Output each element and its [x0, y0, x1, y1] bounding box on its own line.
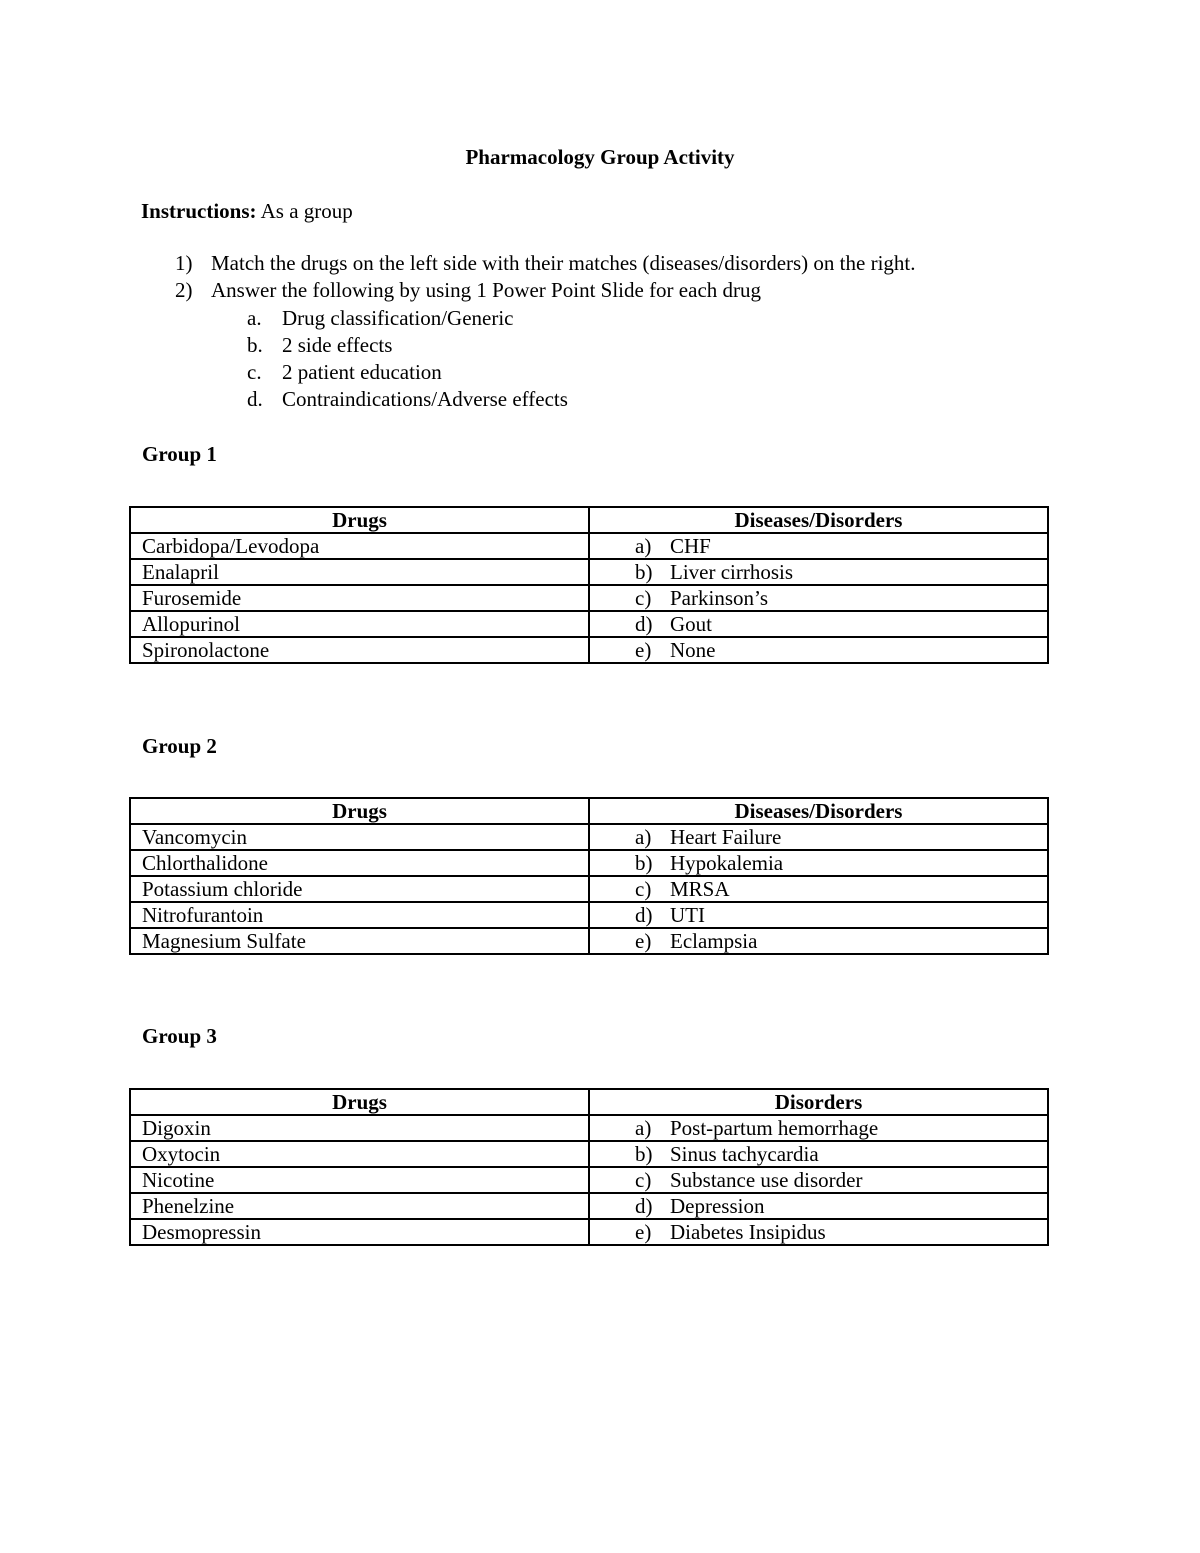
- match-letter: b): [635, 851, 653, 875]
- match-cell: [589, 533, 1048, 559]
- instruction-substep-a: [247, 305, 514, 332]
- table-row: [130, 585, 1048, 611]
- drug-cell: Phenelzine: [130, 1193, 589, 1219]
- column-header-disorders: Disorders: [589, 1089, 1048, 1115]
- match-letter: e): [635, 638, 652, 662]
- group-2-heading: Group 2: [142, 734, 217, 758]
- match-letter: b): [635, 1142, 653, 1166]
- instruction-substep-d: [247, 386, 568, 413]
- table-row: [130, 637, 1048, 663]
- match-text: None: [670, 638, 716, 662]
- match-cell: [589, 824, 1048, 850]
- match-letter: d): [635, 903, 653, 927]
- match-cell: [589, 559, 1048, 585]
- instruction-step-1: [175, 250, 916, 277]
- match-text: MRSA: [670, 877, 730, 901]
- drug-cell: Magnesium Sulfate: [130, 928, 589, 954]
- match-cell: [589, 1141, 1048, 1167]
- match-text: Substance use disorder: [670, 1168, 863, 1192]
- match-text: CHF: [670, 534, 711, 558]
- table-row: [130, 1167, 1048, 1193]
- instruction-substep-b: [247, 332, 392, 359]
- match-cell: [589, 1115, 1048, 1141]
- match-cell: [589, 1219, 1048, 1245]
- match-text: Sinus tachycardia: [670, 1142, 819, 1166]
- instruction-step-2: [175, 277, 761, 304]
- table-row: [130, 850, 1048, 876]
- drug-cell: Vancomycin: [130, 824, 589, 850]
- match-text: Parkinson’s: [670, 586, 769, 610]
- match-letter: c): [635, 877, 652, 901]
- match-text: Hypokalemia: [670, 851, 784, 875]
- table-row: [130, 876, 1048, 902]
- match-cell: [589, 876, 1048, 902]
- group-1-heading: Group 1: [142, 442, 217, 466]
- match-cell: [589, 1167, 1048, 1193]
- group-1-table: [129, 506, 1049, 664]
- match-cell: [589, 637, 1048, 663]
- drug-cell: Potassium chloride: [130, 876, 589, 902]
- instruction-substep-c: [247, 359, 442, 386]
- substep-text: Drug classification/Generic: [282, 306, 514, 330]
- drug-cell: Desmopressin: [130, 1219, 589, 1245]
- table-header-row: [130, 798, 1048, 824]
- table-header-row: [130, 1089, 1048, 1115]
- substep-text: Contraindications/Adverse effects: [282, 387, 568, 411]
- table-row: [130, 1193, 1048, 1219]
- drug-cell: Nicotine: [130, 1167, 589, 1193]
- drug-cell: Enalapril: [130, 559, 589, 585]
- match-text: Eclampsia: [670, 929, 758, 953]
- match-cell: [589, 585, 1048, 611]
- drug-cell: Chlorthalidone: [130, 850, 589, 876]
- step-marker: 2): [175, 278, 193, 302]
- column-header-drugs: Drugs: [130, 1089, 589, 1115]
- column-header-drugs: Drugs: [130, 507, 589, 533]
- match-text: Liver cirrhosis: [670, 560, 794, 584]
- step-text: Match the drugs on the left side with their matches (diseases/disorders) on the right.: [211, 251, 916, 275]
- match-cell: [589, 902, 1048, 928]
- match-cell: [589, 611, 1048, 637]
- match-letter: a): [635, 825, 652, 849]
- instructions-text: As a group: [260, 199, 353, 223]
- group-2-table: [129, 797, 1049, 955]
- match-cell: [589, 928, 1048, 954]
- drug-cell: Spironolactone: [130, 637, 589, 663]
- table-row: [130, 559, 1048, 585]
- substep-marker: a.: [247, 306, 262, 330]
- instructions: [141, 197, 353, 225]
- column-header-drugs: Drugs: [130, 798, 589, 824]
- match-letter: b): [635, 560, 653, 584]
- table-row: [130, 611, 1048, 637]
- match-text: UTI: [670, 903, 705, 927]
- table-row: [130, 533, 1048, 559]
- column-header-disorders: Diseases/Disorders: [589, 798, 1048, 824]
- match-letter: a): [635, 1116, 652, 1140]
- table-header-row: [130, 507, 1048, 533]
- substep-marker: c.: [247, 360, 262, 384]
- match-letter: a): [635, 534, 652, 558]
- step-marker: 1): [175, 251, 193, 275]
- drug-cell: Oxytocin: [130, 1141, 589, 1167]
- match-letter: e): [635, 1220, 652, 1244]
- match-letter: d): [635, 612, 653, 636]
- match-letter: c): [635, 1168, 652, 1192]
- table-row: [130, 1115, 1048, 1141]
- match-text: Gout: [670, 612, 712, 636]
- match-text: Depression: [670, 1194, 765, 1218]
- match-letter: e): [635, 929, 652, 953]
- drug-cell: Carbidopa/Levodopa: [130, 533, 589, 559]
- substep-text: 2 patient education: [282, 360, 442, 384]
- match-text: Diabetes Insipidus: [670, 1220, 826, 1244]
- match-text: Heart Failure: [670, 825, 782, 849]
- match-text: Post-partum hemorrhage: [670, 1116, 879, 1140]
- match-letter: c): [635, 586, 652, 610]
- instructions-label: Instructions:: [141, 199, 257, 223]
- table-row: [130, 1219, 1048, 1245]
- group-3-heading: Group 3: [142, 1024, 217, 1048]
- page-title: Pharmacology Group Activity: [465, 145, 735, 169]
- group-3-table: [129, 1088, 1049, 1246]
- substep-marker: d.: [247, 387, 263, 411]
- column-header-disorders: Diseases/Disorders: [589, 507, 1048, 533]
- table-row: [130, 824, 1048, 850]
- drug-cell: Digoxin: [130, 1115, 589, 1141]
- step-text: Answer the following by using 1 Power Point Slide for each drug: [211, 278, 762, 302]
- substep-marker: b.: [247, 333, 263, 357]
- substep-text: 2 side effects: [282, 333, 393, 357]
- match-letter: d): [635, 1194, 653, 1218]
- drug-cell: Allopurinol: [130, 611, 589, 637]
- drug-cell: Nitrofurantoin: [130, 902, 589, 928]
- drug-cell: Furosemide: [130, 585, 589, 611]
- match-cell: [589, 1193, 1048, 1219]
- match-cell: [589, 850, 1048, 876]
- table-row: [130, 928, 1048, 954]
- table-row: [130, 1141, 1048, 1167]
- table-row: [130, 902, 1048, 928]
